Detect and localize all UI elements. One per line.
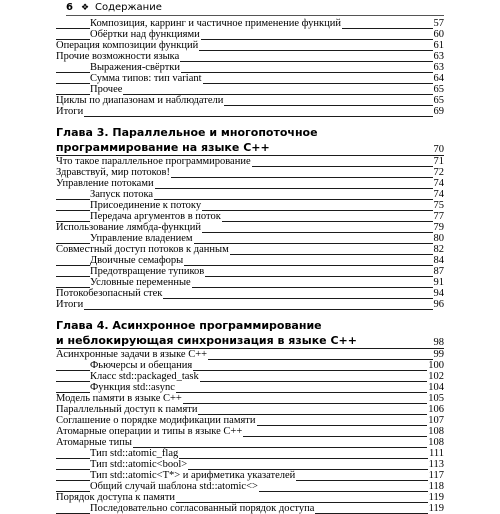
toc-entry-page: 64 (433, 73, 444, 84)
toc-entry-page: 119 (428, 492, 444, 503)
chapter-4-heading[interactable] (56, 318, 444, 349)
toc-entry[interactable] (56, 167, 444, 178)
toc-entry[interactable] (56, 481, 444, 492)
toc-entry-page: 96 (433, 299, 444, 310)
toc-entry-title: Атомарные операции и типы в языке C++ (56, 426, 243, 437)
toc-entry[interactable] (56, 73, 444, 84)
toc-entry[interactable] (56, 349, 444, 360)
toc-entry[interactable] (56, 503, 444, 514)
toc-entry-title: Итоги (56, 299, 84, 310)
toc-entry-title: Управление владением (90, 233, 193, 244)
toc-entry-title: Присоединение к потоку (90, 200, 202, 211)
toc-entry-title: Операция композиции функций (56, 40, 199, 51)
toc-entry-title: Запуск потока (90, 189, 154, 200)
chapter-4-title-line-1: Глава 4. Асинхронное программирование (56, 319, 322, 332)
toc-entry-page: 65 (433, 95, 444, 106)
toc-entry[interactable] (56, 29, 444, 40)
toc-entry-page: 100 (428, 360, 444, 371)
toc-entry-page: 117 (428, 470, 444, 481)
toc-entry-page: 82 (433, 244, 444, 255)
toc-entry[interactable] (56, 448, 444, 459)
toc-entry[interactable] (56, 404, 444, 415)
toc-entry-title: Функция std::async (90, 382, 175, 393)
toc-entry[interactable] (56, 266, 444, 277)
toc-entry-title: Асинхронные задачи в языке C++ (56, 349, 208, 360)
toc-entry-page: 74 (433, 178, 444, 189)
toc-entry[interactable] (56, 437, 444, 448)
toc-entry[interactable] (56, 288, 444, 299)
chapter-3-page: 70 (433, 144, 444, 155)
toc-entry-title: Класс std::packaged_task (90, 371, 199, 382)
toc-entry-title: Атомарные типы (56, 437, 132, 448)
toc-entry-page: 118 (428, 481, 444, 492)
toc-entry[interactable] (56, 200, 444, 211)
toc-entry[interactable] (56, 156, 444, 167)
toc-entry[interactable] (56, 106, 444, 117)
toc-entry-page: 105 (428, 393, 444, 404)
toc-entry[interactable] (56, 415, 444, 426)
toc-entry-page: 119 (428, 503, 444, 514)
toc-entry-title: Совместный доступ потоков к данным (56, 244, 229, 255)
toc-entry-page: 61 (433, 40, 444, 51)
toc-entry[interactable] (56, 299, 444, 310)
toc-entry-title: Тип std::atomic_flag (90, 448, 179, 459)
toc-group-top (56, 18, 444, 117)
toc-entry-title: Выражения-свёртки (90, 62, 181, 73)
toc-entry-page: 75 (433, 200, 444, 211)
toc-entry[interactable] (56, 233, 444, 244)
chapter-3-title-line-1: Глава 3. Параллельное и многопоточное (56, 126, 318, 139)
toc-entry-title: Здравствуй, мир потоков! (56, 167, 170, 178)
toc-entry[interactable] (56, 393, 444, 404)
toc-entry-page: 65 (433, 84, 444, 95)
toc-entry-title: Что такое параллельное программирование (56, 156, 251, 167)
toc-entry-page: 84 (433, 255, 444, 266)
toc-entry[interactable] (56, 470, 444, 481)
diamond-icon: ❖ (81, 3, 90, 13)
toc-entry-page: 77 (433, 211, 444, 222)
toc-entry-title: Соглашение о порядке модификации памяти (56, 415, 256, 426)
toc-entry-page: 60 (433, 29, 444, 40)
toc-entry-title: Предотвращение тупиков (90, 266, 205, 277)
toc-entry-page: 106 (428, 404, 444, 415)
toc-entry-title: Использование лямбда-функций (56, 222, 202, 233)
toc-entry-title: Параллельный доступ к памяти (56, 404, 198, 415)
toc-entry-title: Прочие возможности языка (56, 51, 180, 62)
toc-entry[interactable] (56, 255, 444, 266)
toc-entry-page: 80 (433, 233, 444, 244)
toc-entry-page: 72 (433, 167, 444, 178)
page-header (66, 1, 444, 15)
toc-entry[interactable] (56, 492, 444, 503)
toc-entry-title: Последовательно согласованный порядок доступа (90, 503, 315, 514)
toc-entry-title: Итоги (56, 106, 84, 117)
toc-entry[interactable] (56, 277, 444, 288)
toc-entry-title: Двоичные семафоры (90, 255, 184, 266)
toc-entry-page: 108 (428, 437, 444, 448)
toc-entry-page: 69 (433, 106, 444, 117)
toc-group-chapter-4 (56, 349, 444, 514)
toc-entry[interactable] (56, 360, 444, 371)
toc-entry-title: Тип std::atomic<bool> (90, 459, 188, 470)
toc-entry-title: Фьючерсы и обещания (90, 360, 193, 371)
toc-entry-page: 57 (433, 18, 444, 29)
toc-entry-page: 91 (433, 277, 444, 288)
toc-entry-page: 71 (433, 156, 444, 167)
toc-entry-page: 107 (428, 415, 444, 426)
toc-entry-title: Циклы по диапазонам и наблюдатели (56, 95, 224, 106)
toc-entry[interactable] (56, 51, 444, 62)
toc-entry-page: 104 (428, 382, 444, 393)
toc-entry-title: Сумма типов: тип variant (90, 73, 202, 84)
toc-entry-page: 63 (433, 62, 444, 73)
toc-entry-title: Модель памяти в языке C++ (56, 393, 182, 404)
toc-entry-page: 108 (428, 426, 444, 437)
toc-entry-page: 79 (433, 222, 444, 233)
toc-entry-title: Управление потоками (56, 178, 154, 189)
chapter-3-heading[interactable] (56, 125, 444, 156)
toc-entry-page: 111 (429, 448, 444, 459)
toc-entry-page: 74 (433, 189, 444, 200)
header-rule (66, 15, 444, 16)
toc-entry[interactable] (56, 189, 444, 200)
chapter-3-title-line-2: программирование на языке C++ (56, 141, 270, 154)
toc-entry[interactable] (56, 40, 444, 51)
toc-entry-title: Общий случай шаблона std::atomic<> (90, 481, 258, 492)
toc-entry[interactable] (56, 211, 444, 222)
chapter-4-title-line-2: и неблокирующая синхронизация в языке C++ (56, 334, 357, 347)
toc-entry[interactable] (56, 95, 444, 106)
toc-entry-page: 99 (433, 349, 444, 360)
toc-entry-title: Обёртки над функциями (90, 29, 200, 40)
table-of-contents (56, 18, 444, 514)
chapter-4-page: 98 (433, 337, 444, 348)
toc-entry-page: 63 (433, 51, 444, 62)
toc-entry[interactable] (56, 222, 444, 233)
page-number: 6 (66, 2, 73, 13)
toc-entry-title: Композиция, карринг и частичное применение функций (90, 18, 341, 29)
toc-entry-page: 113 (428, 459, 444, 470)
running-title: Содержание (95, 2, 162, 13)
toc-entry[interactable] (56, 178, 444, 189)
toc-entry-title: Порядок доступа к памяти (56, 492, 176, 503)
toc-entry[interactable] (56, 382, 444, 393)
toc-entry-title: Передача аргументов в поток (90, 211, 221, 222)
toc-entry-page: 94 (433, 288, 444, 299)
toc-entry[interactable] (56, 84, 444, 95)
toc-entry[interactable] (56, 244, 444, 255)
toc-entry[interactable] (56, 459, 444, 470)
toc-entry-page: 87 (433, 266, 444, 277)
toc-entry[interactable] (56, 371, 444, 382)
toc-entry-title: Потокобезопасный стек (56, 288, 163, 299)
toc-entry-title: Тип std::atomic<T*> и арифметика указателей (90, 470, 296, 481)
toc-entry-title: Условные переменные (90, 277, 191, 288)
toc-entry[interactable] (56, 62, 444, 73)
toc-entry-title: Прочее (90, 84, 123, 95)
toc-group-chapter-3 (56, 156, 444, 310)
toc-entry-page: 102 (428, 371, 444, 382)
toc-entry[interactable] (56, 426, 444, 437)
toc-entry[interactable] (56, 18, 444, 29)
